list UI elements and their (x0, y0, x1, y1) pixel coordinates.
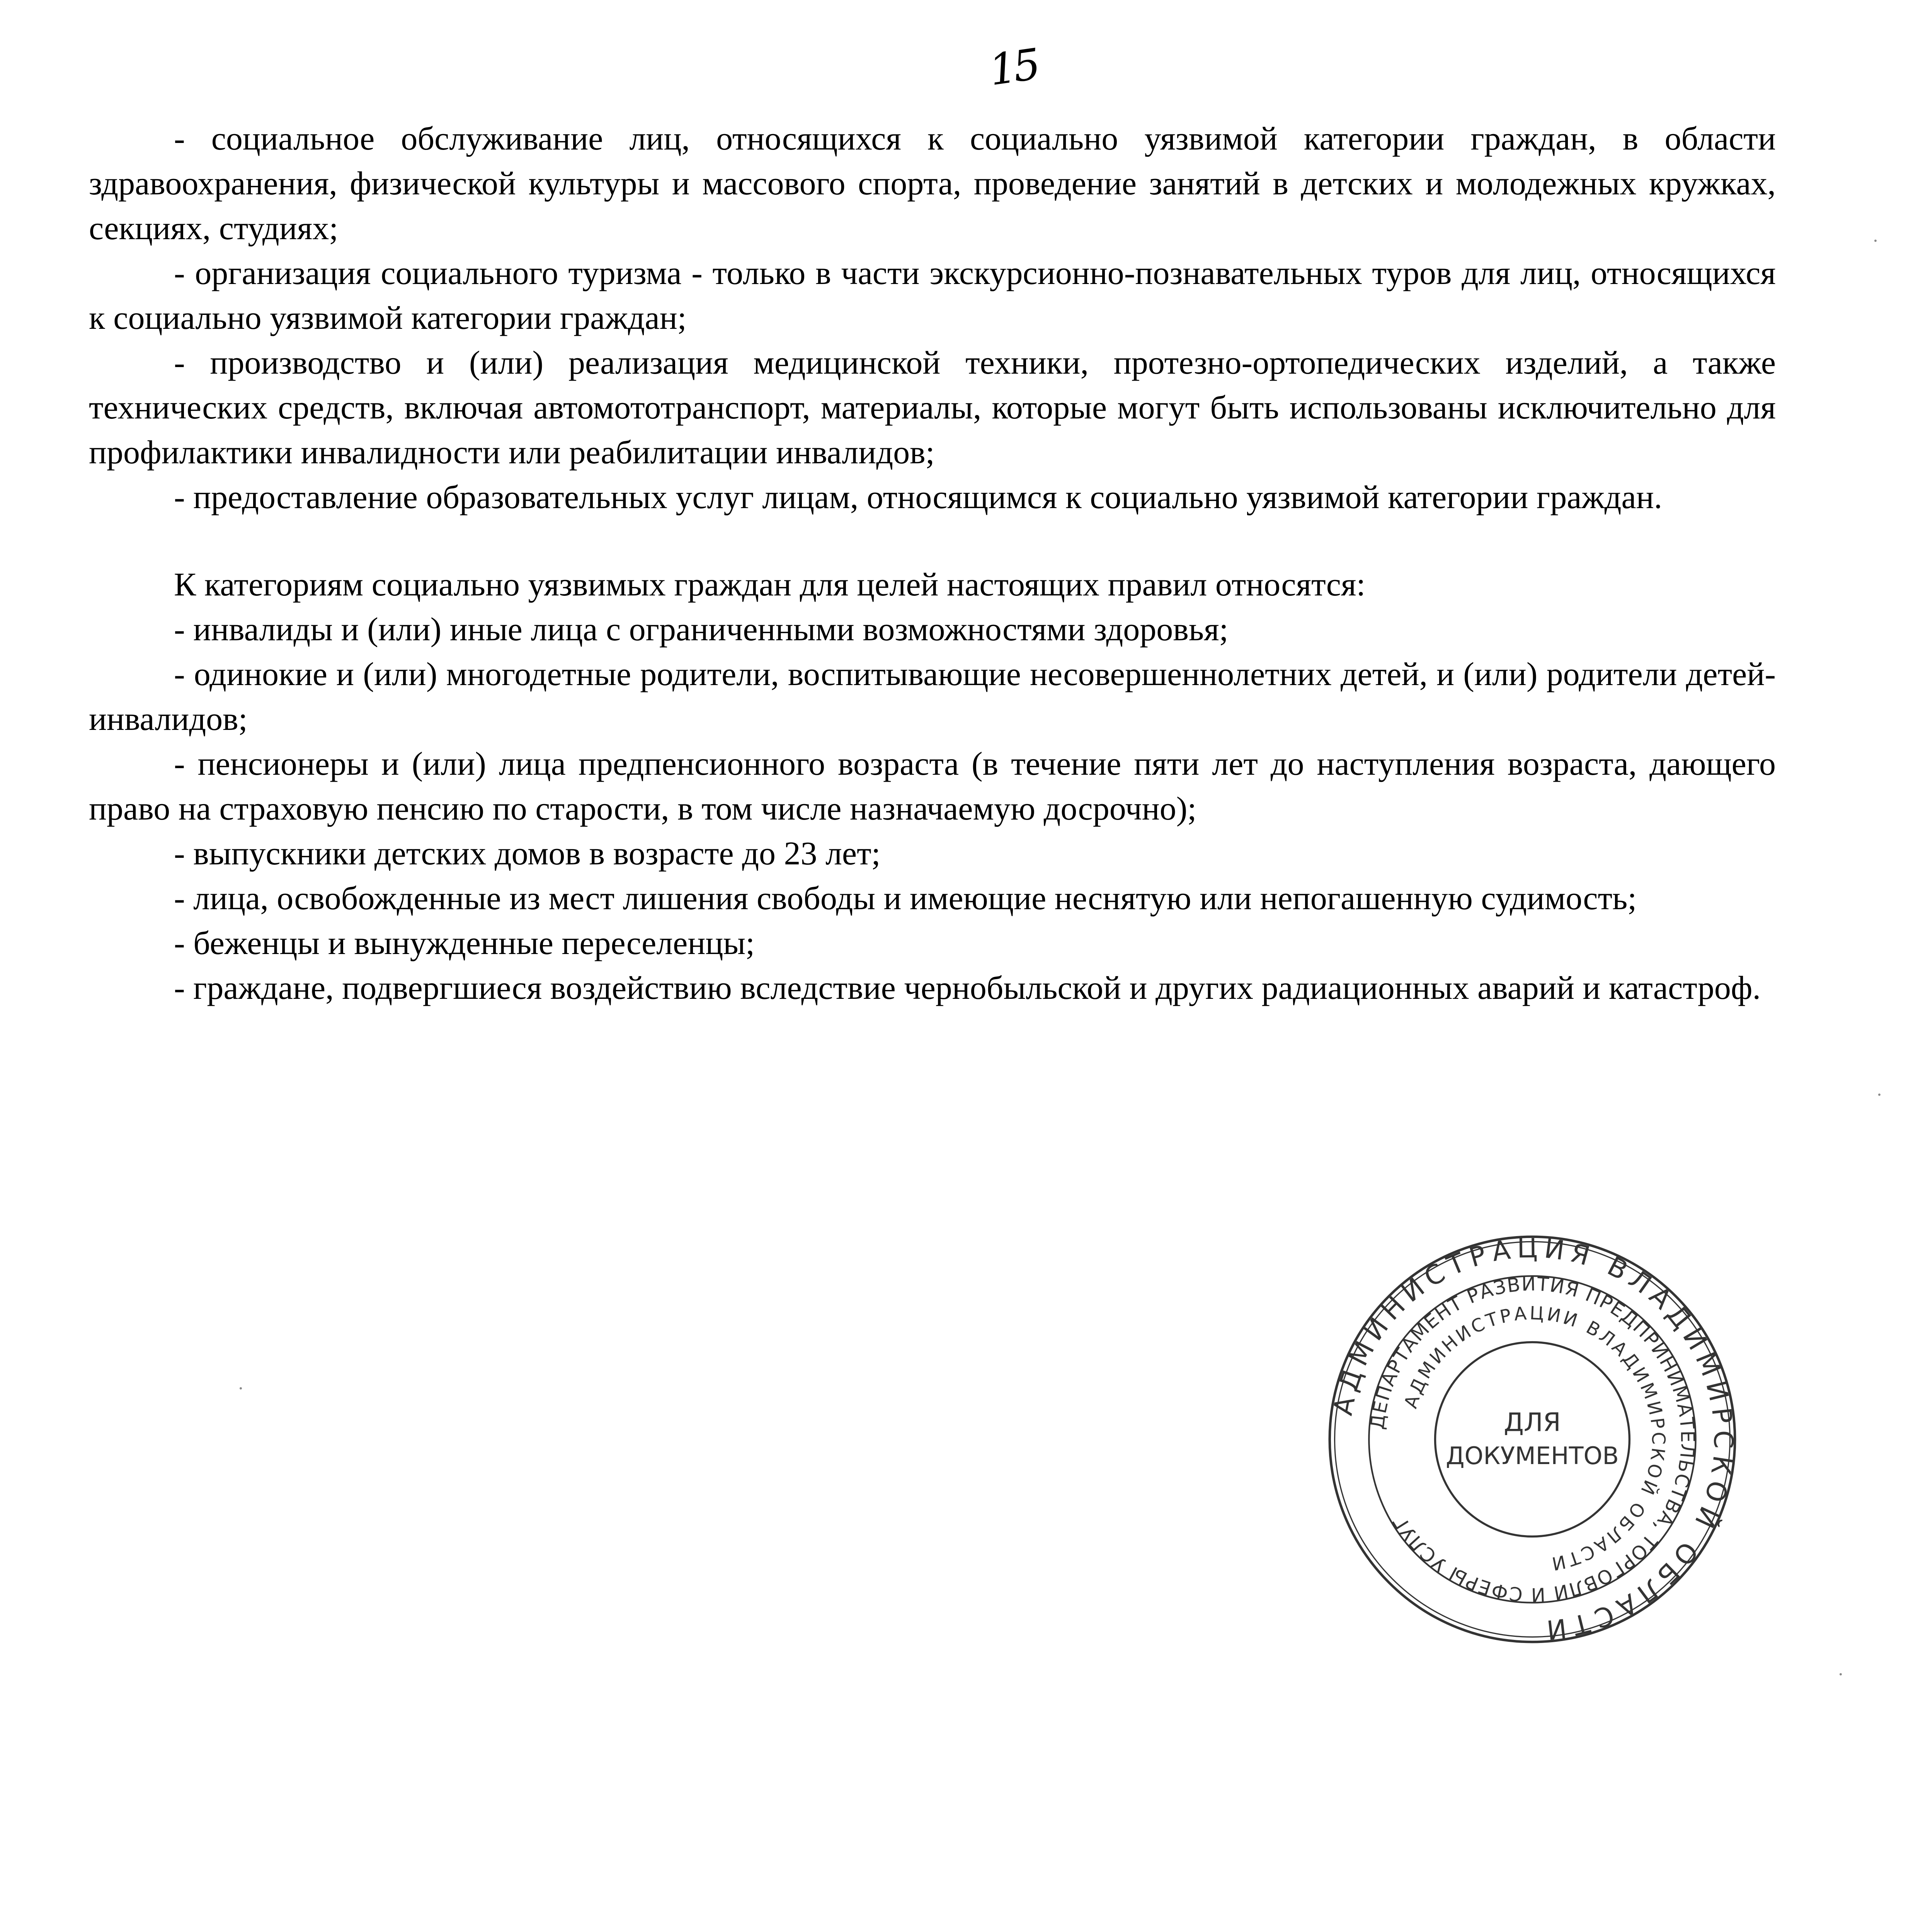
scan-speck (240, 1387, 242, 1389)
seal-inner-text: АДМИНИСТРАЦИИ ВЛАДИМИРСКОЙ ОБЛАСТИ (1400, 1303, 1669, 1575)
paragraph: - социальное обслуживание лиц, относящихся к социально уязвимой категории граждан, в области здравоохранения, физической культуры и массового спорта, проведение занятий в детских и молодежных кружках, секциях, студиях; (89, 120, 1776, 247)
scan-speck (1874, 240, 1877, 242)
seal-center-line1: ДЛЯ (1504, 1407, 1561, 1437)
category-item: - граждане, подвергшиеся воздействию вследствие чернобыльской и других радиационных аварий и катастроф. (174, 969, 1761, 1006)
category-item: - пенсионеры и (или) лица предпенсионного возраста (в течение пяти лет до наступления возраста, дающего право на страховую пенсию по старости, в том числе назначаемую досрочно); (89, 745, 1776, 827)
category-item: - инвалиды и (или) иные лица с ограниченными возможностями здоровья; (174, 611, 1229, 648)
seal-center-line2: ДОКУМЕНТОВ (1446, 1442, 1619, 1470)
seal-graphic (1326, 1233, 1739, 1646)
category-item: - одинокие и (или) многодетные родители, воспитывающие несовершеннолетних детей, и (или) родители детей-инвалидов; (89, 655, 1776, 737)
paragraph: - предоставление образовательных услуг лицам, относящимся к социально уязвимой категории граждан. (174, 478, 1663, 515)
category-item: - лица, освобожденные из мест лишения свободы и имеющие неснятую или непогашенную судимость; (174, 879, 1637, 917)
category-item: - выпускники детских домов в возрасте до 23 лет; (174, 835, 881, 872)
official-seal (1326, 1233, 1739, 1646)
page-number: 15 (986, 39, 1041, 95)
categories-intro: К категориям социально уязвимых граждан для целей настоящих правил относятся: (174, 566, 1366, 603)
paragraph: - производство и (или) реализация медицинской техники, протезно-ортопедических изделий, а также технических средств, включая автомототранспорт, материалы, которые могут быть использованы исключительно для профилактики инвалидности или реабилитации инвалидов; (89, 344, 1776, 471)
seal-middle-text: ДЕПАРТАМЕНТ РАЗВИТИЯ ПРЕДПРИНИМАТЕЛЬСТВА, ТОРГОВЛИ И СФЕРЫ УСЛУГ (1366, 1272, 1699, 1606)
document-body (89, 116, 1776, 1010)
seal-center-border (1435, 1342, 1630, 1537)
paragraph-gap (89, 519, 1776, 562)
paragraph: - организация социального туризма - только в части экскурсионно-познавательных туров для лиц, относящихся к социально уязвимой категории граждан; (89, 254, 1776, 336)
category-item: - беженцы и вынужденные переселенцы; (174, 924, 755, 961)
seal-outer-text: АДМИНИСТРАЦИЯ ВЛАДИМИРСКОЙ ОБЛАСТИ (1327, 1233, 1739, 1646)
scan-speck (1878, 1094, 1880, 1096)
scan-speck (1840, 1673, 1842, 1675)
